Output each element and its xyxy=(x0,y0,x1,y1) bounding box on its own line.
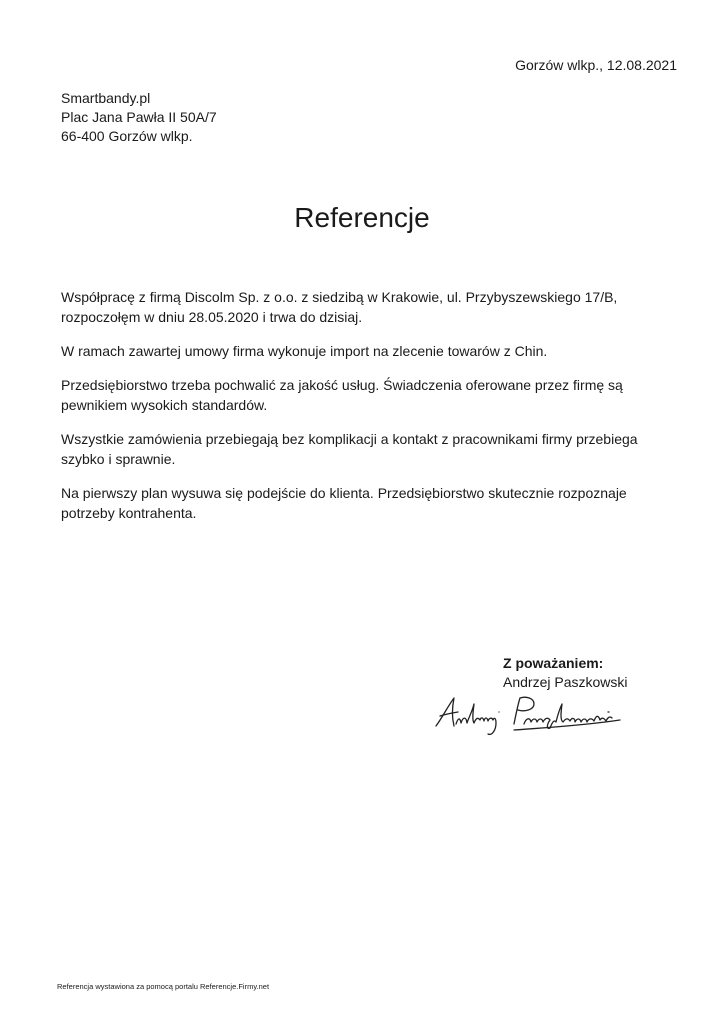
letter-date: Gorzów wlkp., 12.08.2021 xyxy=(515,57,677,73)
handwritten-signature xyxy=(430,690,630,740)
body-paragraph: Wszystkie zamówienia przebiegają bez komplikacji a kontakt z pracownikami firmy przebiega szybko i sprawnie. xyxy=(61,431,638,467)
body-paragraph: Na pierwszy plan wysuwa się podejście do klienta. Przedsiębiorstwo skutecznie rozpoznaje potrzeby kontrahenta. xyxy=(61,485,627,521)
letter-title: Referencje xyxy=(294,202,430,233)
sender-street: Plac Jana Pawła II 50A/7 xyxy=(61,109,217,125)
closing-greeting: Z poważaniem: xyxy=(503,655,604,671)
closing-block xyxy=(503,654,628,692)
sender-address xyxy=(61,89,217,146)
signer-name: Andrzej Paszkowski xyxy=(503,674,628,690)
sender-city: 66-400 Gorzów wlkp. xyxy=(61,128,193,144)
body-paragraph: Współpracę z firmą Discolm Sp. z o.o. z siedzibą w Krakowie, ul. Przybyszewskiego 17/B, rozpoczołęm w dniu 28.05.2020 i trwa do dzisiaj. xyxy=(61,289,618,325)
letter-body xyxy=(61,287,671,537)
body-paragraph: W ramach zawartej umowy firma wykonuje import na zlecenie towarów z Chin. xyxy=(61,343,548,359)
footer-note: Referencja wystawiona za pomocą portalu Referencje.Firmy.net xyxy=(57,982,270,991)
body-paragraph: Przedsiębiorstwo trzeba pochwalić za jakość usług. Świadczenia oferowane przez firmę są pewnikiem wysokich standardów. xyxy=(61,377,623,413)
sender-name: Smartbandy.pl xyxy=(61,90,151,106)
